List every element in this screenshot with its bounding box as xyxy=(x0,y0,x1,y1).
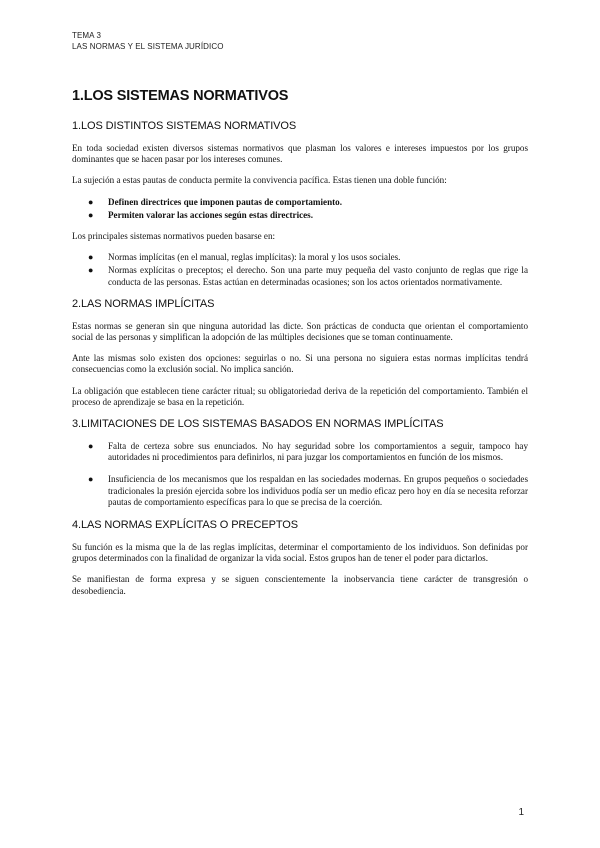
section-heading-1: 1.LOS DISTINTOS SISTEMAS NORMATIVOS xyxy=(72,120,297,132)
list-item-text: Falta de certeza sobre sus enunciados. No hay seguridad sobre los comportamientos a seguir, tampoco hay autoridades ni procedimientos para definirlos, ni para juzgar los comportamientos en función de los mismos. xyxy=(108,441,528,463)
paragraph: Se manifiestan de forma expresa y se siguen conscientemente la inobservancia tiene carácter de transgresión o desobediencia. xyxy=(72,574,528,596)
list-item-text: Permiten valorar las acciones según estas directrices. xyxy=(108,209,313,220)
list-item-text: Definen directrices que imponen pautas de comportamiento. xyxy=(108,196,342,207)
paragraph: Estas normas se generan sin que ninguna autoridad las dicte. Son prácticas de conducta que orientan el comportamiento social de las personas y simplifican la adopción de las múltiples decisiones que se toman continuamente. xyxy=(72,320,528,343)
bullet-list xyxy=(72,252,528,288)
bullet-icon: ● xyxy=(88,474,94,485)
running-header xyxy=(72,30,224,52)
bullet-icon: ● xyxy=(88,441,94,452)
paragraph: Ante las mismas solo existen dos opciones: seguirlas o no. Si una persona no siguiera estas normas implícitas tendrá consecuencias como la exclusión social. No implica sanción. xyxy=(72,353,528,375)
paragraph: En toda sociedad existen diversos sistemas normativos que plasman los valores e intereses impuestos por los grupos dominantes que se hacen pasar por los intereses comunes. xyxy=(72,143,528,165)
section-heading-2: 2.LAS NORMAS IMPLÍCITAS xyxy=(72,297,215,310)
paragraph: La obligación que establecen tiene carácter ritual; su obligatoriedad deriva de la repetición del comportamiento. También el proceso de aprendizaje se basa en la repetición. xyxy=(72,385,528,407)
section-heading-4: 4.LAS NORMAS EXPLÍCITAS O PRECEPTOS xyxy=(72,519,298,532)
list-item-text: Insuficiencia de los mecanismos que los respaldan en las sociedades modernas. En grupos pequeños o sociedades tradicionales la presión ejercida sobre los individuos podía ser un medio eficaz pero hoy en día se necesita reforzar pautas de comportamiento específicas para lo que se precisa de la coerción. xyxy=(108,474,528,507)
paragraph: Los principales sistemas normativos pueden basarse en: xyxy=(72,231,276,242)
list-item xyxy=(88,474,528,508)
page-number: 1 xyxy=(518,807,524,818)
document-body xyxy=(72,88,528,607)
list-item-text: Normas explícitas o preceptos; el derecho. Son una parte muy pequeña del vasto conjunto de reglas que rige la conducta de las personas. Estas actúan en determinadas ocasiones; son los actos orientados normativamente. xyxy=(108,265,528,287)
header-topic: TEMA 3 xyxy=(72,31,102,40)
bullet-icon: ● xyxy=(88,196,94,207)
page-title: 1.LOS SISTEMAS NORMATIVOS xyxy=(72,88,289,104)
paragraph: Su función es la misma que la de las reglas implícitas, determinar el comportamiento de los individuos. Son definidas por grupos determinados con la finalidad de organizar la vida social. Estos grupos han de tener el poder para dictarlos. xyxy=(72,542,528,564)
section-heading-3: 3.LIMITACIONES DE LOS SISTEMAS BASADOS EN NORMAS IMPLÍCITAS xyxy=(72,418,444,431)
bullet-icon: ● xyxy=(88,209,94,220)
bullet-icon: ● xyxy=(88,252,94,263)
bullet-icon: ● xyxy=(88,265,94,276)
paragraph: La sujeción a estas pautas de conducta permite la convivencia pacífica. Estas tienen una doble función: xyxy=(72,175,447,186)
header-subject: LAS NORMAS Y EL SISTEMA JURÍDICO xyxy=(72,42,224,51)
list-item xyxy=(88,197,528,208)
list-item xyxy=(88,210,528,221)
bullet-list xyxy=(72,197,528,221)
list-item xyxy=(88,265,528,287)
bullet-list xyxy=(72,441,528,508)
list-item xyxy=(88,252,528,263)
list-item xyxy=(88,441,528,463)
list-item-text: Normas implícitas (en el manual, reglas implícitas): la moral y los usos sociales. xyxy=(108,252,401,263)
